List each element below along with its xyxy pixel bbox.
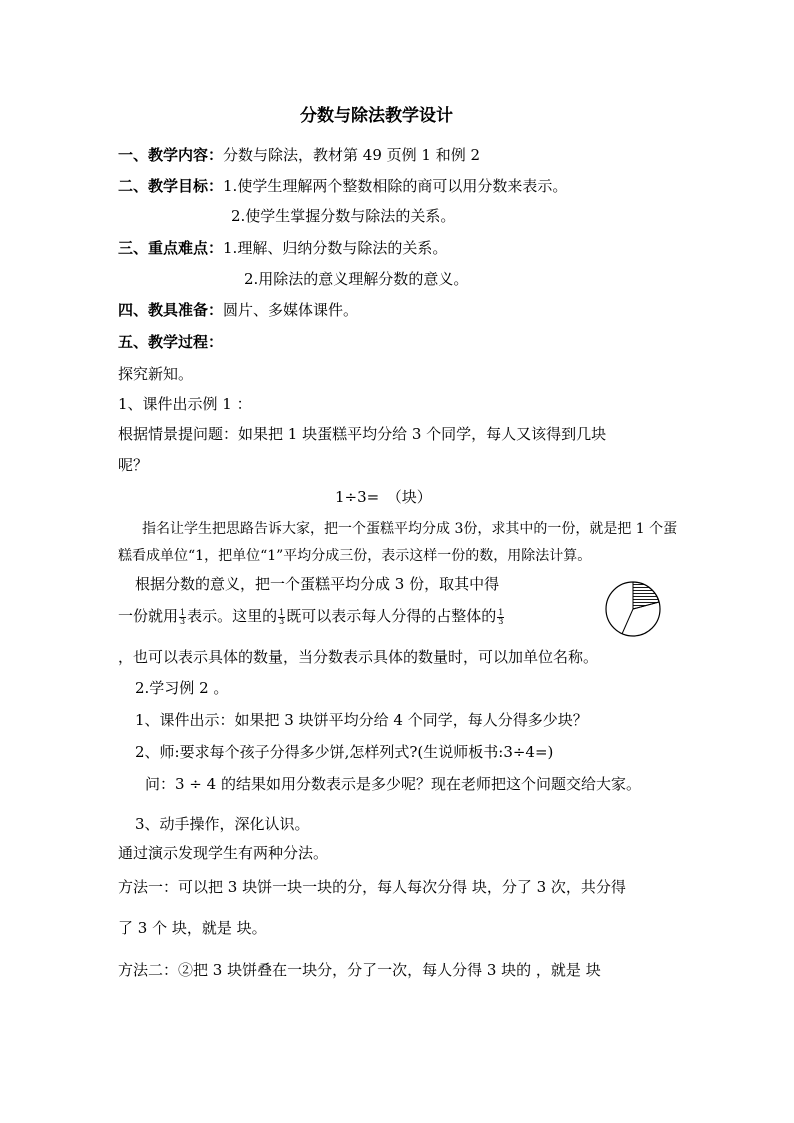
division-equation: 1÷3= （块） bbox=[335, 488, 432, 506]
fraction-denominator: 3 bbox=[279, 616, 285, 626]
teaching-tools-label: 四、教具准备： bbox=[118, 301, 224, 319]
key-difficulty-1: 1.理解、归纳分数与除法的关系。 bbox=[223, 239, 448, 257]
step-1: 1、课件出示例 1 ： bbox=[118, 395, 252, 413]
question-line-1: 根据情景提问题：如果把 1 块蛋糕平均分给 3 个同学，每人又该得到几块 bbox=[118, 425, 607, 443]
meaning-line-2 bbox=[118, 606, 505, 626]
fraction-one-third bbox=[179, 609, 186, 626]
method-2-line-1: 方法二：②把 3 块饼叠在一块分，分了一次，每人分得 3 块的 ，就是 块 bbox=[118, 961, 601, 979]
pie-diagram bbox=[604, 580, 662, 638]
step-2-1: 1、课件出示：如果把 3 块饼平均分给 4 个同学，每人分得多少块？ bbox=[135, 711, 588, 729]
teaching-process-label: 五、教学过程： bbox=[118, 333, 224, 351]
page-title: 分数与除法教学设计 bbox=[300, 106, 453, 126]
fraction-numerator: 1 bbox=[180, 607, 186, 617]
teaching-goal-2: 2.使学生掌握分数与除法的关系。 bbox=[231, 207, 456, 225]
method-1-line-2: 了 3 个 块，就是 块。 bbox=[118, 919, 267, 937]
step-2-2: 2、师:要求每个孩子分得多少饼,怎样列式?(生说师板书:3÷4=) bbox=[135, 743, 554, 761]
meaning-text-a: 一份就用 bbox=[118, 607, 179, 625]
explain-line-1: 指名让学生把思路告诉大家，把一个蛋糕平均分成 3份，求其中的一份，就是把 1 个蛋 bbox=[142, 521, 678, 537]
teaching-goals-label: 二、教学目标： bbox=[118, 177, 224, 195]
meaning-line-3: ，也可以表示具体的数量，当分数表示具体的数量时，可以加单位名称。 bbox=[118, 648, 599, 666]
explore-heading: 探究新知。 bbox=[118, 365, 194, 383]
explain-line-2: 糕看成单位“1，把单位“1”平均分成三份，表示这样一份的数，用除法计算。 bbox=[118, 548, 592, 564]
step-2-3: 问：3 ÷ 4 的结果如用分数表示是多少呢？现在老师把这个问题交给大家。 bbox=[145, 775, 641, 793]
demo-text: 通过演示发现学生有两种分法。 bbox=[118, 844, 329, 862]
fraction-one-third bbox=[278, 609, 285, 626]
key-difficulties-label: 三、重点难点： bbox=[118, 239, 224, 257]
teaching-goal-1: 1.使学生理解两个整数相除的商可以用分数来表示。 bbox=[223, 177, 568, 195]
fraction-denominator: 3 bbox=[498, 616, 504, 626]
teaching-content-label: 一、教学内容： bbox=[118, 146, 224, 164]
pie-shaded-slice bbox=[633, 582, 659, 609]
fraction-numerator: 1 bbox=[498, 607, 504, 617]
teaching-goals bbox=[118, 176, 567, 196]
fraction-numerator: 1 bbox=[279, 607, 285, 617]
teaching-content-text: 分数与除法，教材第 49 页例 1 和例 2 bbox=[223, 146, 481, 164]
meaning-line-1: 根据分数的意义，把一个蛋糕平均分成 3 份，取其中得 bbox=[135, 575, 500, 593]
teaching-content bbox=[118, 145, 480, 165]
meaning-text-c: 既可以表示每人分得的占整体的 bbox=[286, 607, 497, 625]
fraction-one-third bbox=[497, 609, 504, 626]
teaching-tools-text: 圆片、多媒体课件。 bbox=[223, 301, 359, 319]
teaching-tools bbox=[118, 300, 358, 320]
step-2: 2.学习例 2 。 bbox=[135, 679, 229, 697]
fraction-denominator: 3 bbox=[180, 616, 186, 626]
key-difficulties bbox=[118, 238, 447, 258]
key-difficulty-2: 2.用除法的意义理解分数的意义。 bbox=[244, 270, 469, 288]
pie-divider bbox=[622, 609, 633, 634]
meaning-text-b: 表示。这里的 bbox=[187, 607, 278, 625]
method-1-line-1: 方法一：可以把 3 块饼一块一块的分，每人每次分得 块，分了 3 次，共分得 bbox=[118, 878, 626, 896]
step-3: 3、动手操作，深化认识。 bbox=[135, 815, 310, 833]
question-line-2: 呢？ bbox=[118, 456, 149, 474]
